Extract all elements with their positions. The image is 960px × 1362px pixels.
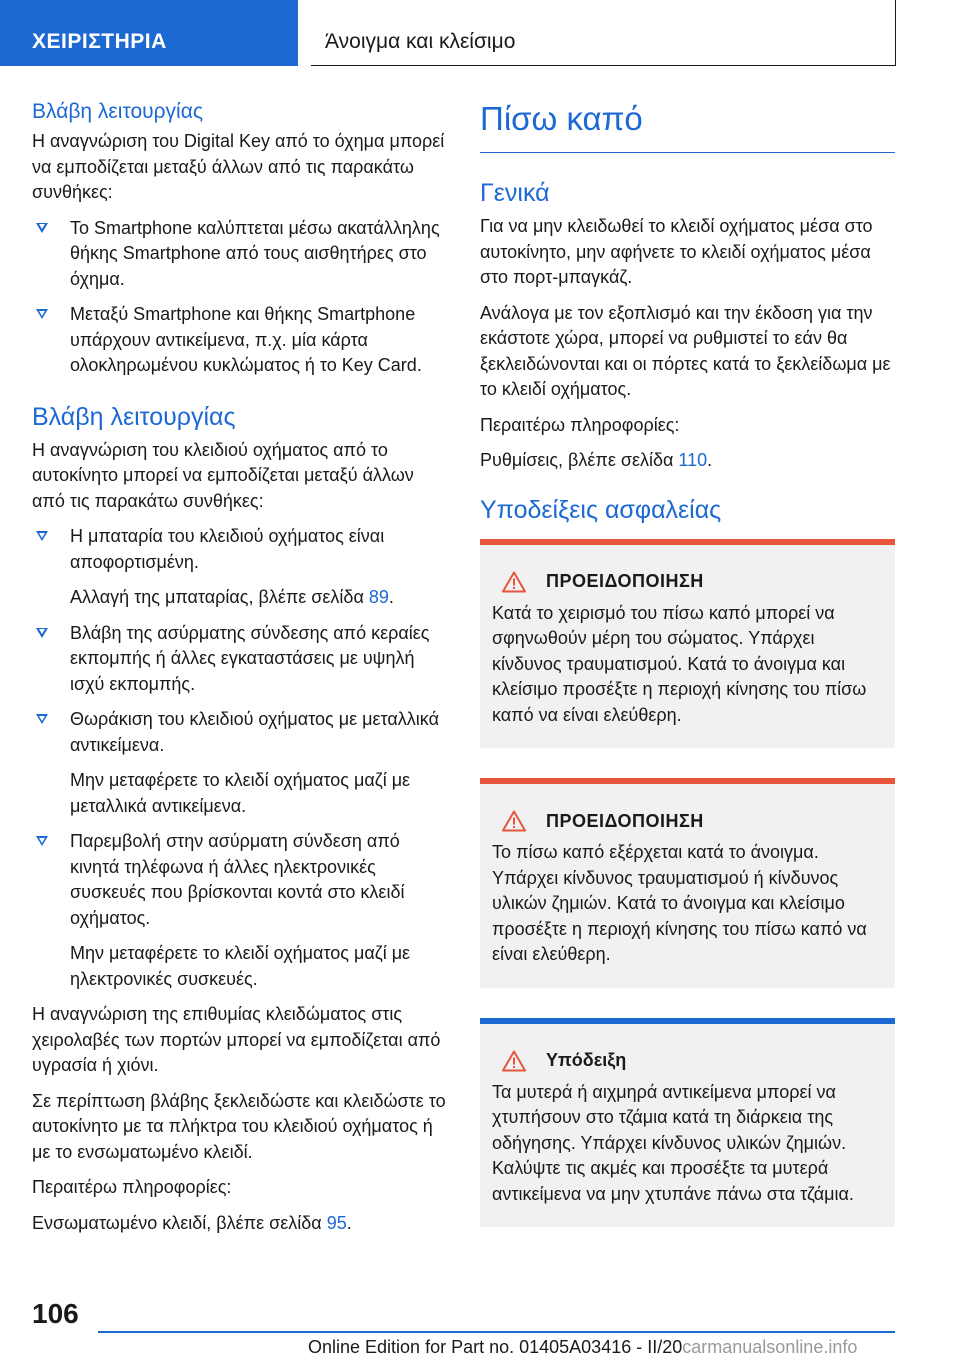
paragraph: Για να μην κλειδωθεί το κλειδί οχήματος μέσα στο αυτοκίνητο, μην αφήνετε το κλειδί οχήματος μέσα στο πορτ-μπαγκάζ. bbox=[480, 216, 873, 287]
warning-header bbox=[492, 810, 883, 832]
page-number: 106 bbox=[32, 1298, 79, 1329]
list-item-text: Θωράκιση του κλειδιού οχήματος με μεταλλικά αντικείμενα. bbox=[70, 709, 439, 755]
triangle-bullet-icon bbox=[36, 714, 48, 724]
paragraph: Σε περίπτωση βλάβης ξεκλειδώστε και κλειδώστε το αυτοκίνητο με τα πλήκτρα του κλειδιού οχήματος ή με το ενσωματωμένο κλειδί. bbox=[32, 1090, 446, 1162]
list-item-note: Μην μεταφέρετε το κλειδί οχήματος μαζί με μεταλλικά αντικείμενα. bbox=[70, 770, 411, 816]
paragraph: Περαιτέρω πληροφορίες: bbox=[32, 1177, 232, 1197]
paragraph: Η αναγνώριση της επιθυμίας κλειδώματος στις χειρολαβές των πορτών μπορεί να εμποδίζεται από υγρασία ή χιόνι. bbox=[32, 1004, 441, 1075]
cross-reference: Αλλαγή της μπαταρίας, βλέπε σελίδα 89. bbox=[70, 587, 394, 607]
paragraph: Περαιτέρω πληροφορίες: bbox=[480, 414, 680, 435]
note-box bbox=[480, 1018, 895, 1228]
left-column bbox=[32, 100, 448, 1236]
page-link-89[interactable]: 89 bbox=[368, 587, 389, 607]
caution-triangle-icon bbox=[502, 1050, 526, 1072]
page-header bbox=[0, 0, 960, 66]
warning-header bbox=[492, 571, 883, 593]
right-column bbox=[480, 100, 895, 1227]
warning-text: Το πίσω καπό εξέρχεται κατά το άνοιγμα. Υπάρχει κίνδυνος τραυματισμού ή κίνδυνος υλικών ζημιών. Κατά το άνοιγμα και κλείσιμο προσέξτε η περιοχή κίνησης του πίσω καπό να είναι ελεύθερη. bbox=[492, 842, 867, 964]
footer-divider bbox=[98, 1331, 895, 1333]
warning-title: ΠΡΟΕΙΔΟΠΟΙΗΣΗ bbox=[546, 810, 704, 831]
list-item-note: Μην μεταφέρετε το κλειδί οχήματος μαζί με ηλεκτρονικές συσκευές. bbox=[70, 943, 411, 989]
list-item-text: Μεταξύ Smartphone και θήκης Smartphone υπάρχουν αντικείμενα, π.χ. μία κάρτα ολοκληρωμένου κυκλώματος ή το Key Card. bbox=[70, 304, 422, 375]
section-title-key-malfunction: Βλάβη λειτουργίας bbox=[32, 402, 236, 431]
warning-title: ΠΡΟΕΙΔΟΠΟΙΗΣΗ bbox=[546, 571, 704, 591]
list-item bbox=[32, 302, 448, 379]
list-item-text: Το Smartphone καλύπτεται μέσω ακατάλληλης θήκης Smartphone από τους αισθητήρες στο όχημα. bbox=[70, 217, 440, 289]
section-title-general: Γενικά bbox=[480, 179, 550, 207]
triangle-bullet-icon bbox=[36, 531, 48, 541]
list-item-text: Βλάβη της ασύρματης σύνδεσης από κεραίες εκπομπής ή άλλες εγκαταστάσεις με υψηλή ισχύ εκπομπής. bbox=[70, 622, 430, 694]
warning-triangle-icon bbox=[502, 571, 526, 593]
note-text: Τα μυτερά ή αιχμηρά αντικείμενα μπορεί να χτυπήσουν στο τζάμια κατά τη διάρκεια της οδήγησης. Υπάρχει κίνδυνος υλικών ζημιών. Καλύψτε τις ακμές και προσέξτε τα μυτερά αντικείμενα να μην χτυπάνε πάνω στα τζάμια. bbox=[492, 1081, 854, 1204]
section-title-digital-key-malfunction: Βλάβη λειτουργίας bbox=[32, 100, 203, 123]
note-header bbox=[492, 1050, 883, 1072]
warning-box bbox=[480, 539, 895, 749]
list-item bbox=[32, 621, 448, 698]
page-link-95[interactable]: 95 bbox=[326, 1212, 347, 1233]
chapter-title: Άνοιγμα και κλείσιμο bbox=[311, 0, 896, 66]
triangle-bullet-icon bbox=[36, 223, 48, 233]
triangle-bullet-icon bbox=[36, 836, 48, 846]
page-title: Πίσω καπό bbox=[480, 100, 895, 153]
list-item-text: Παρεμβολή στην ασύρματη σύνδεση από κινητά τηλέφωνα ή άλλες ηλεκτρονικές συσκευές που βρίσκονται κοντά στο κλειδί οχήματος. bbox=[70, 831, 405, 928]
paragraph: Η αναγνώριση του Digital Key από το όχημα μπορεί να εμποδίζεται μεταξύ άλλων από τις παρακάτω συνθήκες: bbox=[32, 131, 445, 202]
list-item-text: Η μπαταρία του κλειδιού οχήματος είναι αποφορτισμένη. bbox=[70, 526, 385, 572]
list-item bbox=[32, 524, 448, 611]
paragraph: Ανάλογα με τον εξοπλισμό και την έκδοση για την εκάστοτε χώρα, μπορεί να ρυθμιστεί το εάν θα ξεκλειδώνονται και οι πόρτες κατά το ξεκλείδωμα με το κλειδί οχήματος. bbox=[480, 302, 891, 399]
cross-reference: Ενσωματωμένο κλειδί, βλέπε σελίδα 95. bbox=[32, 1212, 352, 1233]
list-item bbox=[32, 216, 448, 293]
triangle-bullet-icon bbox=[36, 309, 48, 319]
warning-text: Κατά το χειρισμό του πίσω καπό μπορεί να σφηνωθούν μέρη του σώματος. Υπάρχει κίνδυνος τραυματισμού. Κατά το άνοιγμα και κλείσιμο προσέξτε η περιοχή κίνησης του πίσω καπό να είναι ελεύθερη. bbox=[492, 602, 867, 725]
warning-box bbox=[480, 778, 895, 988]
cross-reference: Ρυθμίσεις, βλέπε σελίδα 110. bbox=[480, 450, 713, 470]
section-title-safety: Υποδείξεις ασφαλείας bbox=[480, 495, 722, 524]
paragraph: Η αναγνώριση του κλειδιού οχήματος από το αυτοκίνητο μπορεί να εμποδίζεται μεταξύ άλλων από τις παρακάτω συνθήκες: bbox=[32, 439, 414, 511]
footer-edition: Online Edition for Part no. 01405A03416 - II/20carmanualsonline.info bbox=[308, 1337, 858, 1357]
note-title: Υπόδειξη bbox=[546, 1050, 627, 1070]
warning-triangle-icon bbox=[502, 810, 526, 832]
section-tab[interactable]: ΧΕΙΡΙΣΤΗΡΙΑ bbox=[0, 0, 298, 66]
page-link-110[interactable]: 110 bbox=[678, 450, 708, 470]
list-item bbox=[32, 707, 448, 819]
triangle-bullet-icon bbox=[36, 628, 48, 638]
list-item bbox=[32, 829, 448, 992]
watermark: carmanualsonline.info bbox=[682, 1337, 858, 1357]
